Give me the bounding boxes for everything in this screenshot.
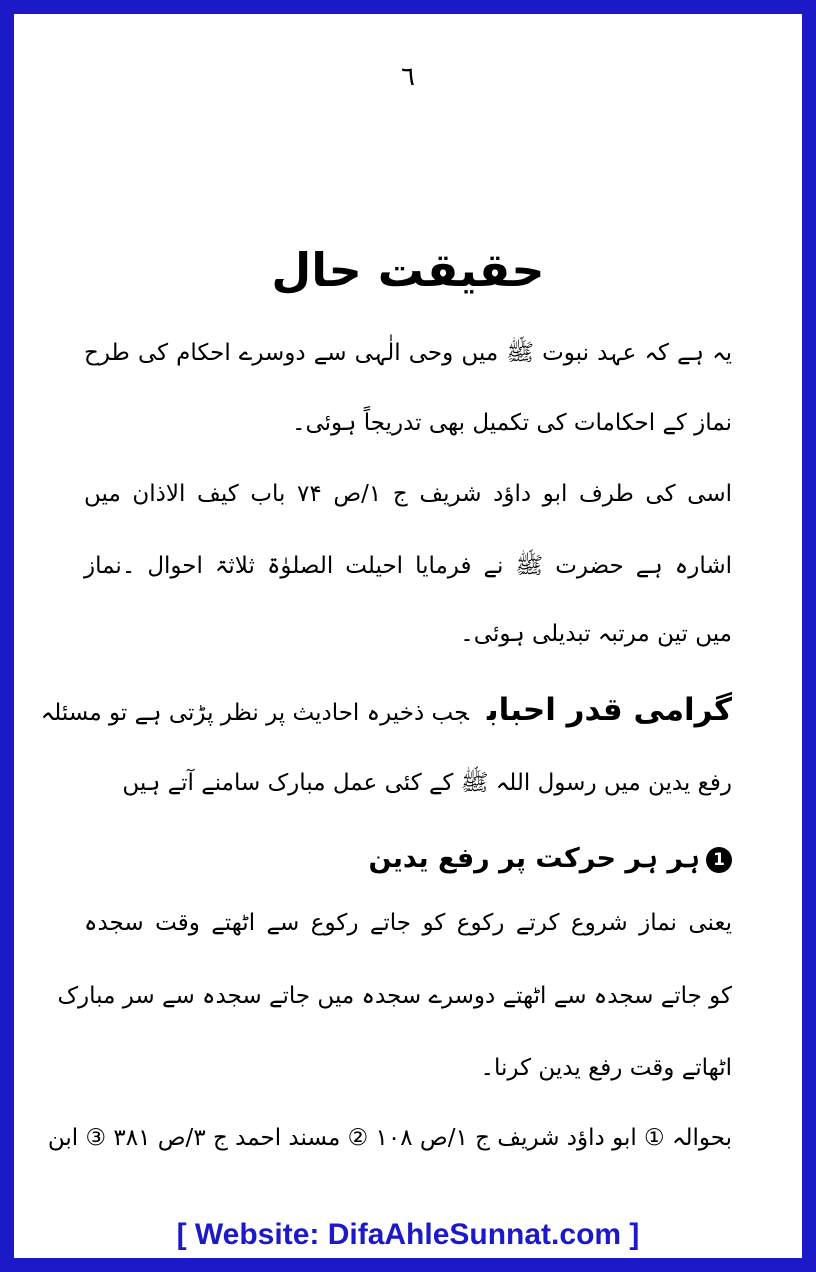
- paragraph-2-line-1: اسی کی طرف ابو داؤد شریف ج ۱/ص ۷۴ باب کیف الاذان میں: [84, 481, 732, 507]
- page-heading: حقیقت حال: [271, 243, 545, 297]
- paragraph-2-line-2: اشارہ ہے حضرت ﷺ نے فرمایا احیلت الصلوٰۃ ثلاثۃ احوال ۔نماز: [84, 553, 732, 579]
- paragraph-3-line-1: [40, 692, 732, 728]
- number-badge: 1: [706, 847, 732, 873]
- paragraph-2-line-3: میں تین مرتبہ تبدیلی ہوئی۔: [460, 621, 732, 647]
- paragraph-4-line-3: اٹھاتے وقت رفع یدین کرنا۔: [480, 1055, 732, 1081]
- paragraph-3-line-2: رفع یدین میں رسول اللہ ﷺ کے کئی عمل مبارک سامنے آتے ہیں: [122, 770, 732, 796]
- paragraph-4-line-2: کو جاتے سجدہ سے اٹھتے دوسرے سجدہ میں جاتے سجدہ سے سر مبارک: [57, 983, 732, 1009]
- subheading-text: ہر ہر حرکت پر رفع یدین: [368, 843, 700, 874]
- paragraph-1-line-1: یہ ہے کہ عہد نبوت ﷺ میں وحی الٰہی سے دوسرے احکام کی طرح: [84, 340, 732, 366]
- section-subheading: [368, 843, 732, 874]
- page-number: ٦: [401, 62, 415, 92]
- reference-line: بحوالہ ① ابو داؤد شریف ج ۱/ص ۱۰۸ ② مسند احمد ج ۳/ص ۳۸۱ ③ ابن: [47, 1125, 732, 1151]
- paragraph-4-line-1: یعنی نماز شروع کرتے رکوع کو جاتے رکوع سے اٹھتے وقت سجدہ: [84, 910, 732, 936]
- website-link[interactable]: [ Website: DifaAhleSunnat.com ]: [176, 1218, 640, 1251]
- paragraph-1-line-2: نماز کے احکامات کی تکمیل بھی تدریجاً ہوئی۔: [291, 410, 732, 436]
- paragraph-3-lead: گرامی قدر احباب: [486, 692, 732, 728]
- page-content: [28, 28, 788, 1251]
- paragraph-3-line-1-text: جب ذخیرہ احادیث پر نظر پڑتی ہے تو مسئلہ: [40, 700, 469, 726]
